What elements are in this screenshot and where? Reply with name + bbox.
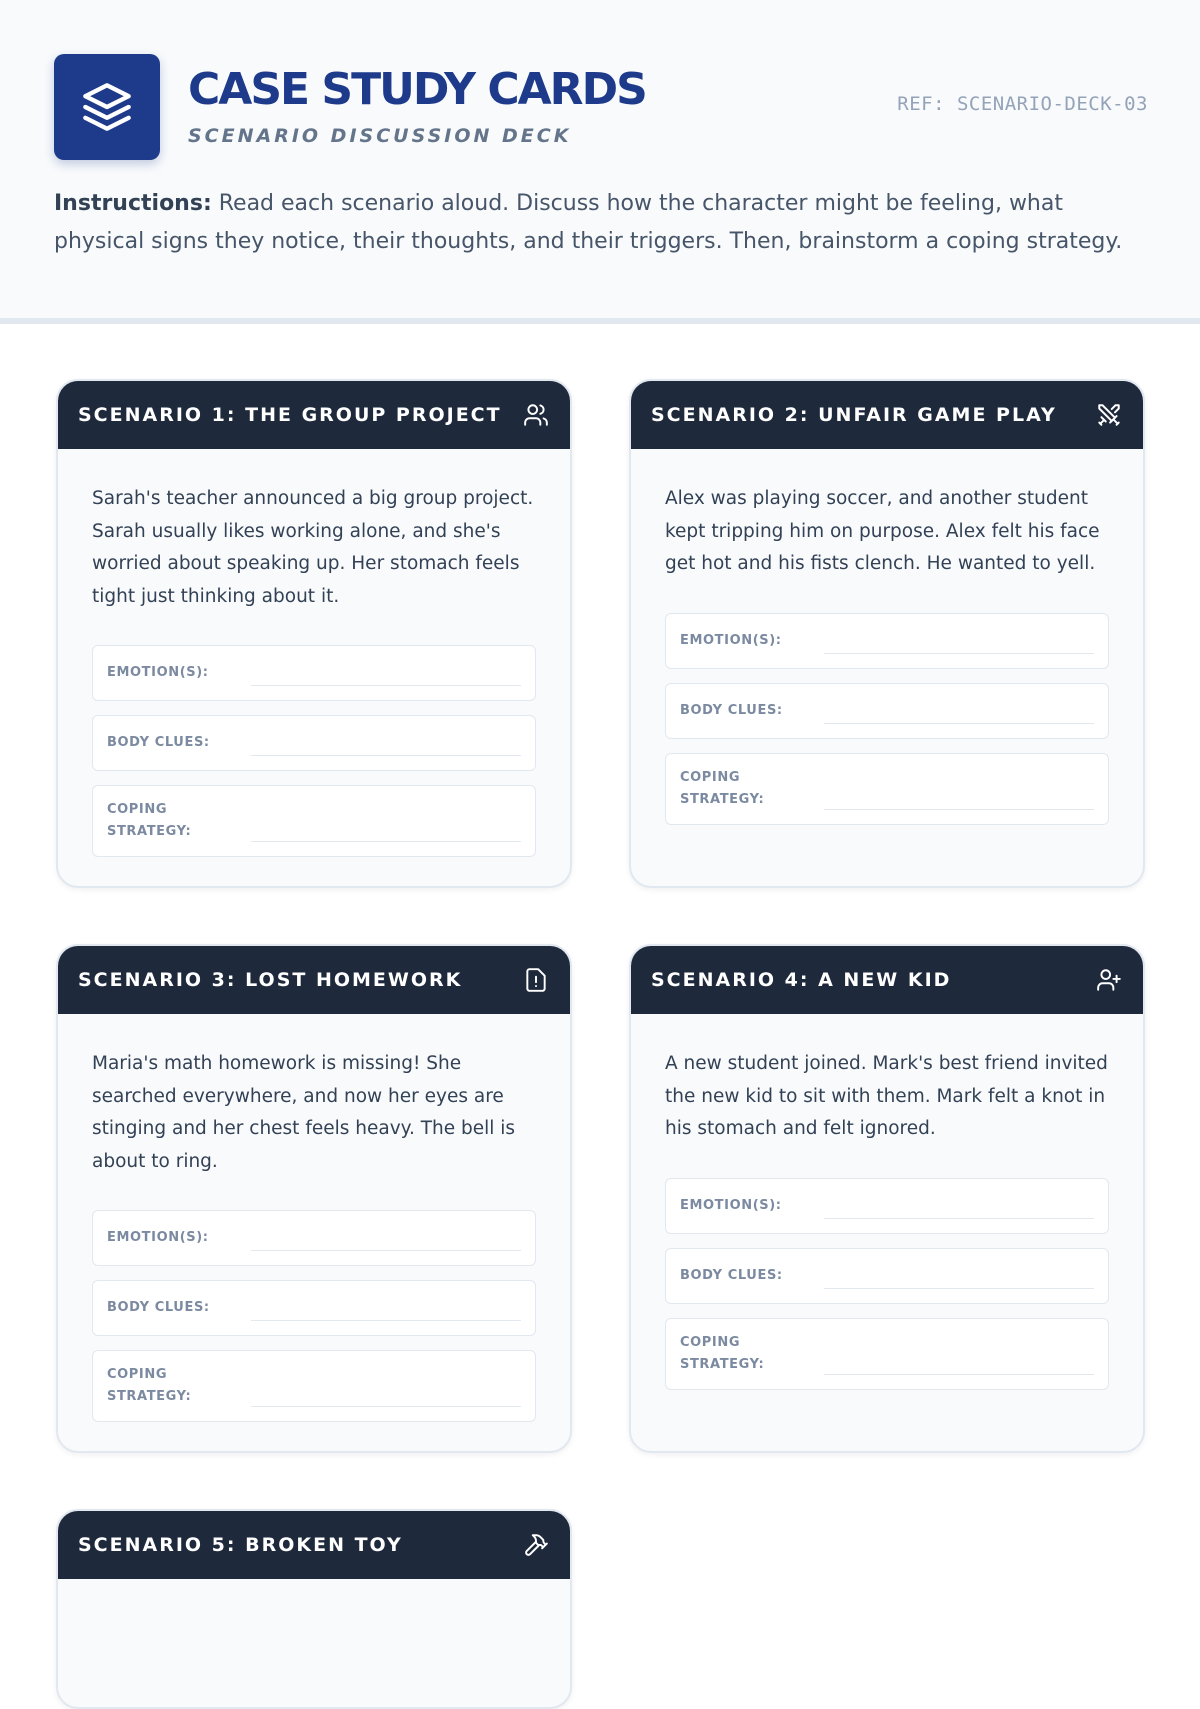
emotion-field[interactable] xyxy=(92,1210,536,1266)
card-title: SCENARIO 3: LOST HOMEWORK xyxy=(78,969,463,991)
instructions-text: Read each scenario aloud. Discuss how the character might be feeling, what physical signs they notice, their thoughts, and their triggers. Then, brainstorm a coping strategy. xyxy=(54,191,1123,254)
field-label: COPING STRATEGY: xyxy=(107,1367,192,1404)
answer-line xyxy=(824,653,1094,654)
scenario-text: Sarah's teacher announced a big group project. Sarah usually likes working alone, and she's worried about speaking up. Her stomach feels tight just thinking about it. xyxy=(92,488,534,607)
users-icon xyxy=(522,401,550,429)
field-label: EMOTION(S): xyxy=(107,1230,209,1245)
scenario-card-4 xyxy=(629,944,1145,1453)
response-fields xyxy=(92,645,536,857)
answer-line xyxy=(251,1406,521,1407)
field-label: EMOTION(S): xyxy=(680,1197,782,1213)
field-label: EMOTION(S): xyxy=(680,632,782,648)
scenario-text: A new student joined. Mark's best friend invited the new kid to sit with them. Mark felt a knot in his stomach and felt ignored. xyxy=(665,1053,1108,1139)
card-header xyxy=(58,1511,570,1579)
answer-line xyxy=(251,685,521,686)
body-clues-field[interactable] xyxy=(92,1280,536,1336)
emotion-field[interactable] xyxy=(665,1178,1109,1234)
scenario-card-2 xyxy=(629,379,1145,888)
scenario-card-1 xyxy=(56,379,572,888)
answer-line xyxy=(824,809,1094,810)
response-fields xyxy=(665,613,1109,825)
answer-line xyxy=(824,1374,1094,1375)
file-alert-icon xyxy=(522,966,550,994)
page-subtitle: SCENARIO DISCUSSION DECK xyxy=(188,125,572,147)
coping-strategy-field[interactable] xyxy=(92,785,536,857)
layers-icon xyxy=(54,54,160,160)
hammer-icon xyxy=(522,1531,550,1559)
page-title: CASE STUDY CARDS xyxy=(188,64,646,115)
field-label: COPING STRATEGY: xyxy=(107,802,192,839)
field-label: BODY CLUES: xyxy=(680,1267,783,1283)
field-label: COPING STRATEGY: xyxy=(680,1334,765,1372)
user-plus-icon xyxy=(1095,966,1123,994)
card-body xyxy=(631,1014,1143,1438)
answer-line xyxy=(824,1288,1094,1289)
answer-line xyxy=(824,1218,1094,1219)
reference-code: REF: SCENARIO-DECK-03 xyxy=(897,93,1148,115)
answer-line xyxy=(251,1320,521,1321)
card-title: SCENARIO 2: UNFAIR GAME PLAY xyxy=(651,404,1057,426)
scenario-text: Maria's math homework is missing! She searched everywhere, and now her eyes are stinging and her chest feels heavy. The bell is about to ring. xyxy=(92,1053,516,1172)
card-body xyxy=(58,1579,570,1647)
field-label: COPING STRATEGY: xyxy=(680,769,765,807)
coping-strategy-field[interactable] xyxy=(665,753,1109,825)
card-body xyxy=(631,449,1143,873)
card-header xyxy=(631,946,1143,1014)
coping-strategy-field[interactable] xyxy=(665,1318,1109,1390)
field-label: BODY CLUES: xyxy=(107,1300,210,1315)
field-label: EMOTION(S): xyxy=(107,665,209,680)
answer-line xyxy=(251,755,521,756)
scenario-text: Alex was playing soccer, and another student kept tripping him on purpose. Alex felt his face get hot and his fists clench. He wanted to yell. xyxy=(665,488,1100,574)
card-title: SCENARIO 4: A NEW KID xyxy=(651,969,952,991)
body-clues-field[interactable] xyxy=(665,1248,1109,1304)
card-header xyxy=(631,381,1143,449)
scenario-card-5 xyxy=(56,1509,572,1709)
instructions-label: Instructions: xyxy=(54,191,212,216)
emotion-field[interactable] xyxy=(665,613,1109,669)
field-label: BODY CLUES: xyxy=(107,735,210,750)
emotion-field[interactable] xyxy=(92,645,536,701)
card-body xyxy=(58,449,570,888)
card-title: SCENARIO 1: THE GROUP PROJECT xyxy=(78,404,502,426)
card-header xyxy=(58,946,570,1014)
response-fields xyxy=(92,1210,536,1422)
field-label: BODY CLUES: xyxy=(680,702,783,718)
response-fields xyxy=(665,1178,1109,1390)
card-body xyxy=(58,1014,570,1453)
answer-line xyxy=(824,723,1094,724)
card-header xyxy=(58,381,570,449)
body-clues-field[interactable] xyxy=(92,715,536,771)
instructions xyxy=(54,185,1150,261)
body-clues-field[interactable] xyxy=(665,683,1109,739)
answer-line xyxy=(251,841,521,842)
page-header xyxy=(0,0,1200,324)
answer-line xyxy=(251,1250,521,1251)
coping-strategy-field[interactable] xyxy=(92,1350,536,1422)
card-title: SCENARIO 5: BROKEN TOY xyxy=(78,1534,403,1556)
scenario-card-3 xyxy=(56,944,572,1453)
crossed-swords-icon xyxy=(1095,401,1123,429)
